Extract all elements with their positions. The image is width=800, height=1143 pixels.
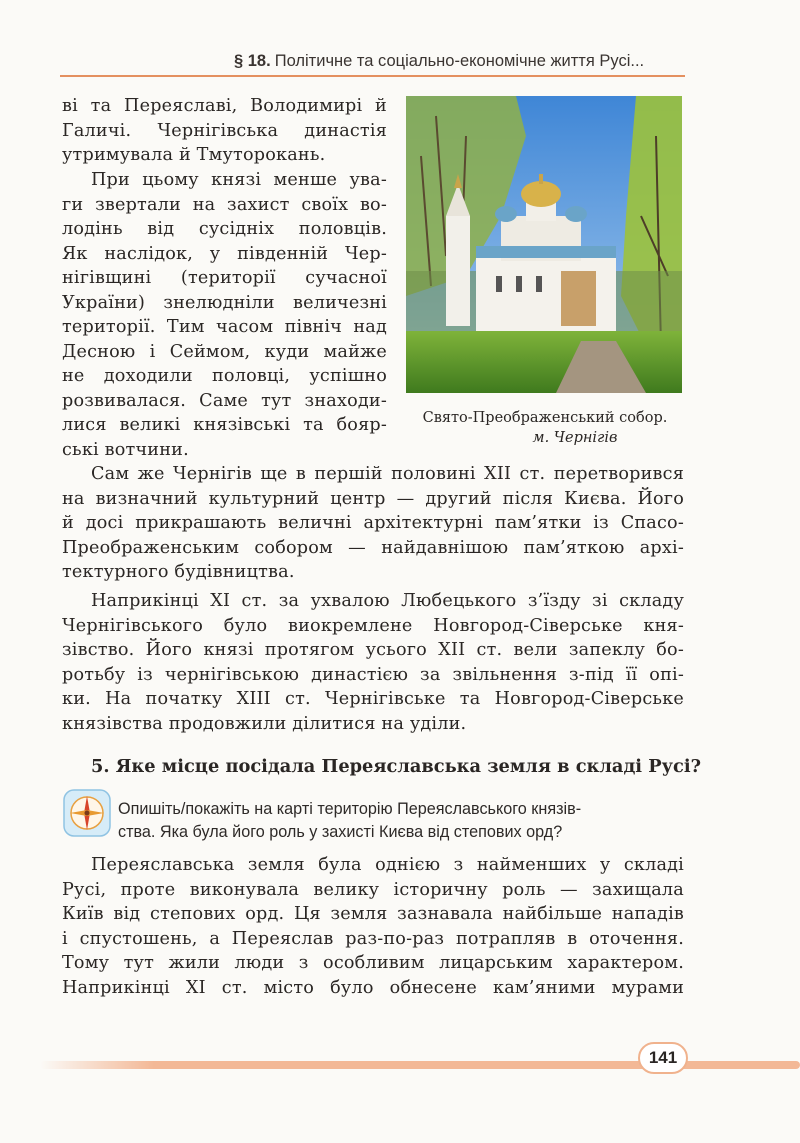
text-line: ві та Переяславі, Володимирі й (62, 96, 387, 116)
figure-caption (404, 408, 686, 448)
text-line: і спустошень, а Переяслав раз-по-раз потрапляв в оточення. (62, 928, 684, 949)
text-line: на визначний культурний центр — другий після Києва. Його (62, 488, 684, 509)
text-line: ротьбу із чернігівською династією за звільнення з-під її опі- (62, 664, 684, 685)
task-line: Опишіть/покажіть на карті територію Переяславського князів- (118, 800, 582, 818)
paragraph-3 (62, 462, 684, 585)
text-line: нігівщині (території сучасної (62, 268, 387, 288)
text-line: Як наслідок, у південній Чер- (62, 243, 387, 264)
text-line: ки. На початку XIII ст. Чернігівське та Новгород-Сіверське (62, 689, 684, 709)
task-line: ства. Яка була його роль у захисті Києва від степових орд? (118, 823, 563, 841)
text-line: утримувала й Тмуторокань. (62, 145, 326, 165)
text-line: лися великі князівські та бояр- (62, 415, 387, 435)
caption-title: Свято-Преображенський собор. (422, 410, 668, 426)
text-line: України) знелюдніли величезні (62, 292, 387, 313)
text-line: території. Тим часом північ над (62, 317, 387, 337)
task-text (118, 798, 688, 844)
header-divider (60, 75, 685, 77)
text-line: Київ від степових орд. Ця земля зазнавала найбільше нападів (62, 904, 684, 924)
text-line: тектурного будівництва. (62, 562, 295, 582)
paragraph-5 (62, 853, 684, 1000)
text-line: Наприкінці XI ст. за ухвалою Любецького з’їзду зі складу (91, 591, 684, 611)
text-line: й досі прикрашають величні архітектурні пам’ятки із Спасо- (62, 513, 684, 533)
text-line: Преображенським собором — найдавнішою пам’яткою архі- (62, 537, 684, 558)
section-number: § 18. (234, 52, 271, 70)
running-header (234, 52, 644, 71)
text-line: лодінь від сусідніх половців. (62, 219, 387, 239)
text-line: Сам же Чернігів ще в першій половині XII ст. перетворився (91, 464, 684, 484)
text-line: ські вотчини. (62, 439, 189, 460)
text-line: При цьому князі менше ува- (91, 170, 387, 190)
text-line: Чернігівського було виокремлене Новгород-Сіверське кня- (62, 615, 684, 636)
section-title: Політичне та соціально-економічне життя Русі... (274, 52, 645, 70)
paragraph-4 (62, 589, 684, 736)
caption-city: м. Чернігів (532, 430, 618, 446)
text-line: розвивалася. Саме тут знаходи- (62, 390, 387, 411)
text-line: Переяславська земля була однією з найменших у складі (91, 855, 684, 875)
compass-rose-icon (62, 788, 112, 838)
text-line: Десною і Сеймом, куди майже (62, 341, 387, 362)
text-line: князівства продовжили ділитися на уділи. (62, 713, 467, 734)
cathedral-photo (406, 96, 682, 393)
text-line: Русі, проте виконувала велику історичну роль — захищала (62, 879, 684, 900)
text-line: Наприкінці XI ст. місто було обнесене кам’яними мурами (62, 977, 684, 998)
text-line: Тому тут жили люди з особливим лицарським характером. (62, 953, 684, 973)
text-line: не доходили половці, успішно (62, 366, 387, 386)
text-line: ги звертали на захист своїх во- (62, 194, 387, 215)
paragraph-1 (62, 94, 387, 168)
text-line: зівство. Його князі протягом усього XII ст. вели запеклу бо- (62, 640, 684, 660)
page-number: 141 (638, 1042, 688, 1074)
text-line: Галичі. Чернігівська династія (62, 120, 387, 141)
section-question-heading: 5. Яке місце посідала Переяславська земля в складі Русі? (91, 756, 701, 777)
paragraph-2 (62, 168, 387, 462)
